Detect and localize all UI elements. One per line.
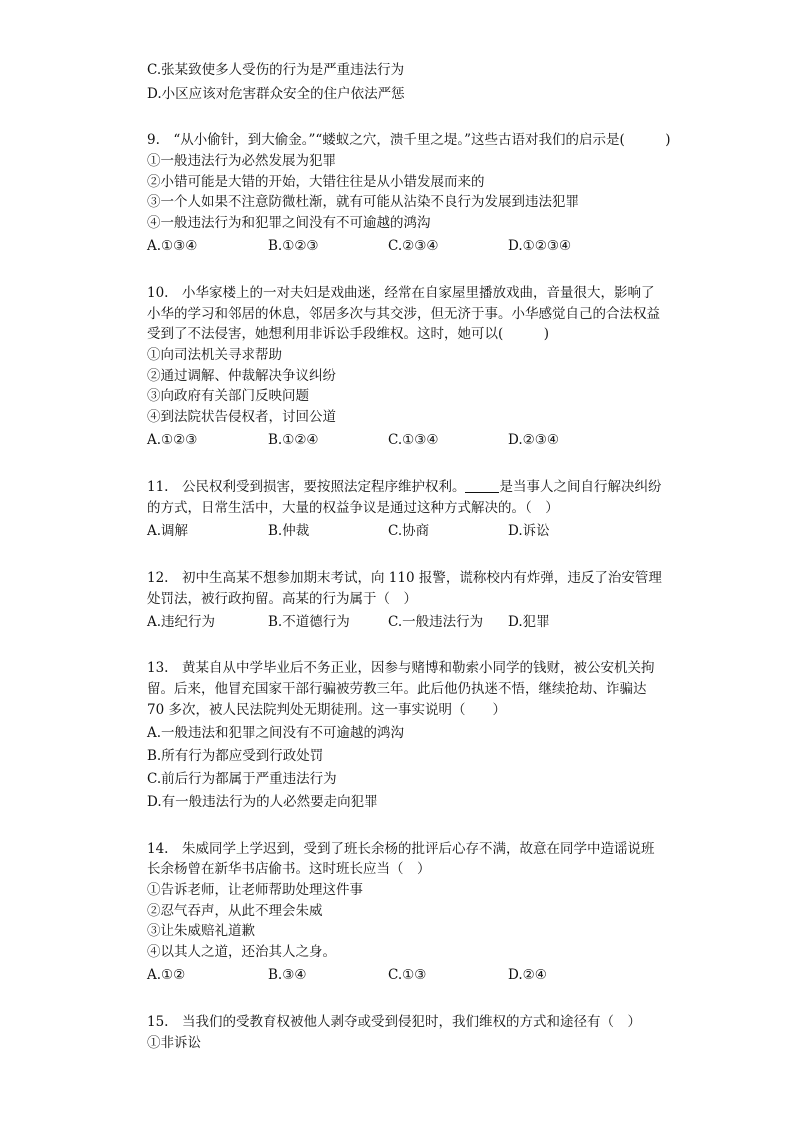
q9-option-d: D.①②③④ [508,238,572,254]
q10-option-a: A.①②③ [147,432,198,448]
q14-item-1: ①告诉老师，让老师帮助处理这件事 [147,882,363,898]
q13-stem-line-3: 70 多次，被人民法院判处无期徒刑。这一事实说明（ ） [147,702,506,718]
q9-stem: 9. “从小偷针，到大偷金。”“蝼蚁之穴，溃千里之堤。”这些古语对我们的启示是( ) [147,132,671,148]
q9-option-a: A.①③④ [147,238,198,254]
q13-option-d: D.有一般违法行为的人必然要走向犯罪 [147,794,378,810]
q8-option-d: D.小区应该对危害群众安全的住户依法严惩 [147,86,405,102]
q10-item-4: ④到法院状告侵权者，讨回公道 [147,409,336,425]
q9-option-b: B.①②③ [268,238,319,254]
q10-stem-line-1: 10. 小华家楼上的一对夫妇是戏曲迷，经常在自家屋里播放戏曲，音量很大，影响了 [147,285,655,301]
q10-option-b: B.①②④ [268,432,319,448]
q11-option-b: B.仲裁 [268,523,310,539]
q10-option-d: D.②③④ [508,432,559,448]
q8-option-c: C.张某致使多人受伤的行为是严重违法行为 [147,62,405,78]
q15-item-1: ①非诉讼 [147,1035,201,1051]
q9-item-1: ①一般违法行为必然发展为犯罪 [147,153,336,169]
q12-stem-line-1: 12. 初中生高某不想参加期末考试，向 110 报警，谎称校内有炸弹，违反了治安管理 [147,570,662,586]
q14-item-3: ③让朱威赔礼道歉 [147,923,255,939]
q12-option-d: D.犯罪 [508,614,550,630]
q13-option-a: A.一般违法和犯罪之间没有不可逾越的鸿沟 [147,725,405,741]
q13-stem-line-1: 13. 黄某自从中学毕业后不务正业，因参与赌博和勒索小同学的钱财，被公安机关拘 [147,660,655,676]
q14-stem-line-2: 长余杨曾在新华书店偷书。这时班长应当（ ） [147,861,431,877]
q14-stem-line-1: 14. 朱威同学上学迟到，受到了班长余杨的批评后心存不满，故意在同学中造谣说班 [147,841,655,857]
q11-answer-blank [465,478,499,493]
q11-stem-pre: 11. 公民权利受到损害，要按照法定程序维护权利。 [147,479,466,495]
q14-option-a: A.①② [147,967,186,983]
q10-stem-line-3: 受到了不法侵害，她想利用非诉讼手段维权。这时，她可以( ) [147,326,550,342]
q12-option-c: C.一般违法行为 [388,614,484,630]
q10-item-1: ①向司法机关寻求帮助 [147,347,282,363]
q12-stem-line-2: 处罚法，被行政拘留。高某的行为属于（ ） [147,591,417,607]
q11-stem-post: 是当事人之间自行解决纠纷 [499,479,662,495]
q11-option-a: A.调解 [147,523,189,539]
q13-option-c: C.前后行为都属于严重违法行为 [147,771,337,787]
q14-option-c: C.①③ [388,967,427,983]
q14-option-b: B.③④ [268,967,307,983]
q14-option-d: D.②④ [508,967,547,983]
q13-stem-line-2: 留。后来，他冒充国家干部行骗被劳教三年。此后他仍执迷不悟，继续抢劫、诈骗达 [147,681,647,697]
q12-option-b: B.不道德行为 [268,614,350,630]
q14-item-2: ②忍气吞声，从此不理会朱威 [147,903,323,919]
q11-option-d: D.诉讼 [508,523,550,539]
q14-item-4: ④以其人之道，还治其人之身。 [147,944,336,960]
q10-item-2: ②通过调解、仲裁解决争议纠纷 [147,368,336,384]
q10-stem-line-2: 小华的学习和邻居的休息，邻居多次与其交涉，但无济于事。小华感觉自己的合法权益 [147,306,660,322]
q11-stem-line-2: 的方式，日常生活中，大量的权益争议是通过这种方式解决的。（ ） [147,500,559,516]
q9-item-3: ③一个人如果不注意防微杜渐，就有可能从沾染不良行为发展到违法犯罪 [147,194,579,210]
q13-option-b: B.所有行为都应受到行政处罚 [147,748,324,764]
q11-stem-line-1 [147,478,661,496]
q9-option-c: C.②③④ [388,238,439,254]
q9-item-2: ②小错可能是大错的开始，大错往往是从小错发展而来的 [147,174,485,190]
q12-option-a: A.违纪行为 [147,614,216,630]
q15-stem: 15. 当我们的受教育权被他人剥夺或受到侵犯时，我们维权的方式和途径有（ ） [147,1014,641,1030]
q10-option-c: C.①③④ [388,432,439,448]
q9-item-4: ④一般违法行为和犯罪之间没有不可逾越的鸿沟 [147,215,431,231]
q10-item-3: ③向政府有关部门反映问题 [147,388,309,404]
q11-option-c: C.协商 [388,523,430,539]
